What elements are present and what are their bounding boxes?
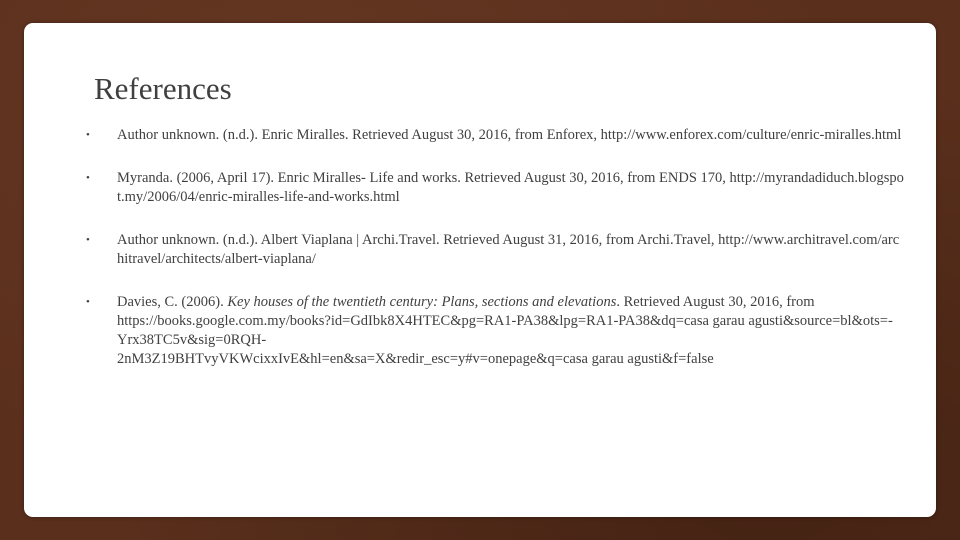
slide [24, 23, 936, 517]
url-line-2: 2nM3Z19BHTvyVKWcixxIvE&hl=en&sa=X&redir_esc=y#v=onepage&q=casa garau agusti&f=false [117, 351, 714, 367]
citation: Author unknown. (n.d.). Albert Viaplana | Archi.Travel. Retrieved August 31, 2016, from Archi.Travel, [117, 232, 719, 248]
reference-text [117, 232, 899, 267]
book-title: Key houses of the twentieth century: Plans, sections and elevations [227, 294, 617, 310]
reference-list [86, 126, 906, 393]
bullet: • [86, 234, 90, 246]
reference-item [86, 231, 906, 269]
bullet: • [86, 129, 90, 141]
reference-url[interactable]: http://www.architravel.com/architravel/architects/albert-viaplana/ [117, 232, 900, 267]
bullet: • [86, 296, 90, 308]
slide-title: References [94, 71, 232, 106]
reference-url[interactable]: http://www.enforex.com/culture/enric-miralles.html [600, 127, 902, 143]
citation: Myranda. (2006, April 17). Enric Miralles- Life and works. Retrieved August 30, 2016, from ENDS 170, [117, 170, 730, 186]
reference-text [117, 127, 901, 143]
url-line-1: https://books.google.com.my/books?id=GdIbk8X4HTEC&pg=RA1-PA38&lpg=RA1-PA38&dq=casa garau agusti&source=bl&ots=-Yrx38TC5v&sig=0RQH- [117, 313, 893, 348]
reference-item [86, 169, 906, 207]
citation: Author unknown. (n.d.). Enric Miralles. Retrieved August 30, 2016, from Enforex, [117, 127, 601, 143]
citation-authors: Davies, C. (2006). [117, 294, 228, 310]
citation-retrieved: . Retrieved August 30, 2016, from [616, 294, 815, 310]
reference-text [117, 294, 893, 367]
reference-url[interactable]: http://myrandadiduch.blogspot.my/2006/04/enric-miralles-life-and-works.html [117, 170, 904, 205]
bullet: • [86, 172, 90, 184]
reference-url[interactable] [117, 313, 893, 367]
reference-item [86, 293, 906, 369]
reference-text [117, 170, 904, 205]
reference-item [86, 126, 906, 145]
